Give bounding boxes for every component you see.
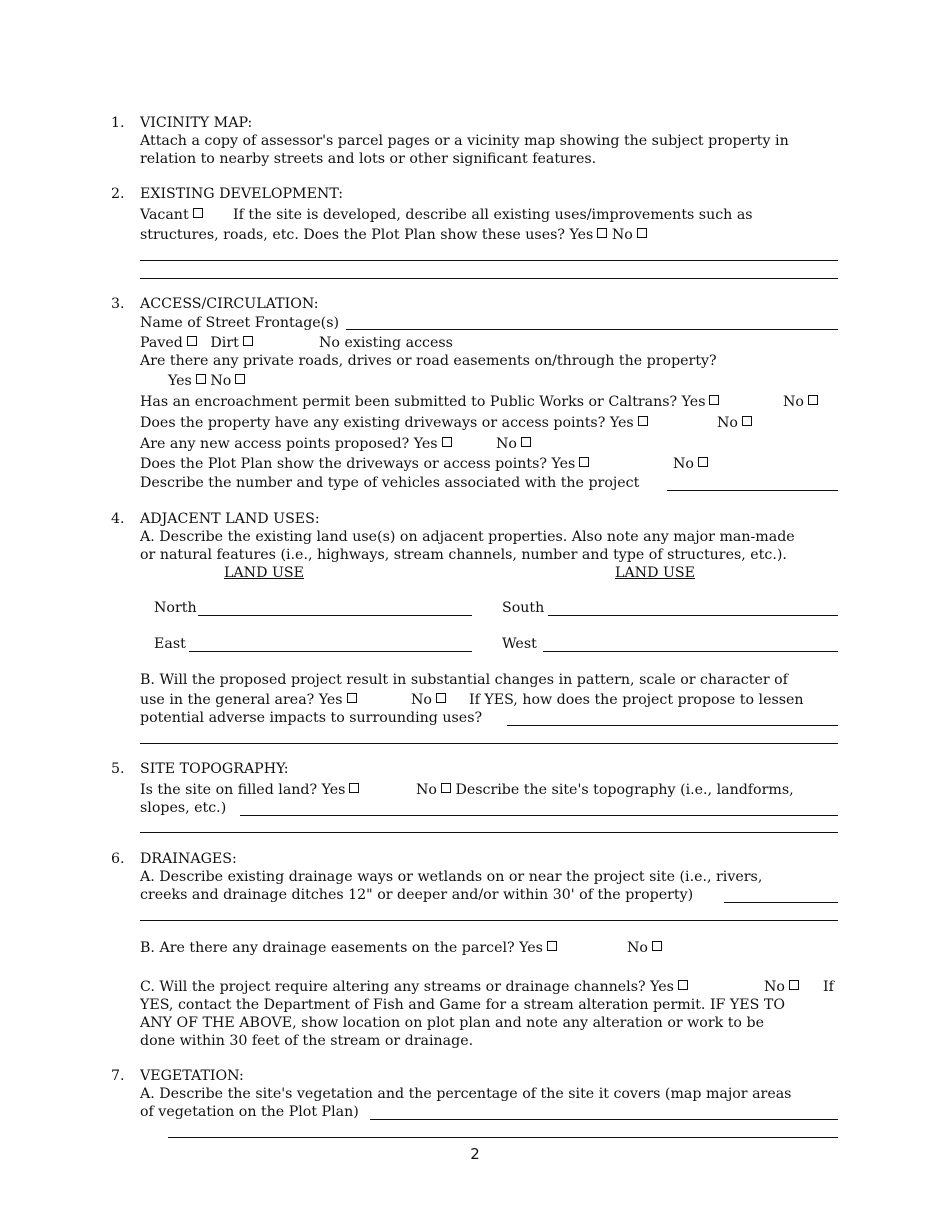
topography-answer-line-2[interactable] — [140, 832, 838, 833]
uses-yes-checkbox[interactable] — [597, 228, 607, 238]
pattern-change-row — [140, 691, 357, 709]
easements-row — [140, 939, 557, 957]
pattern-change-yes-checkbox[interactable] — [347, 693, 357, 703]
question-text: If the site is developed, describe all existing uses/improvements such as — [233, 207, 753, 223]
drainage-answer-line-2[interactable] — [140, 920, 838, 921]
streams-yes-checkbox[interactable] — [678, 980, 688, 990]
east-land-use-input[interactable] — [189, 651, 472, 652]
driveways-no — [717, 414, 752, 432]
driveways-row — [140, 414, 648, 432]
north-label: North — [154, 600, 197, 616]
filled-land-no-checkbox[interactable] — [441, 783, 451, 793]
existing-uses-answer-line-2[interactable] — [140, 278, 838, 279]
filled-land-no — [416, 781, 794, 799]
new-access-yes-checkbox[interactable] — [442, 437, 452, 447]
encroachment-row — [140, 393, 719, 411]
instruction-text: Attach a copy of assessor's parcel pages or a vicinity map showing the subject property in — [140, 133, 789, 149]
instruction-text: YES, contact the Department of Fish and Game for a stream alteration permit. IF YES TO — [140, 997, 785, 1013]
plot-plan-uses-row — [140, 226, 647, 244]
plot-driveways-no-checkbox[interactable] — [698, 457, 708, 467]
land-use-heading-right: LAND USE — [615, 565, 695, 581]
encroachment-no — [783, 393, 818, 411]
section-title-vegetation: VEGETATION: — [140, 1068, 244, 1084]
pattern-change-no-checkbox[interactable] — [436, 693, 446, 703]
page-number: 2 — [470, 1145, 480, 1163]
instruction-text: ANY OF THE ABOVE, show location on plot plan and note any alteration or work to be — [140, 1015, 764, 1031]
new-access-no — [496, 435, 531, 453]
section-number: 4. — [111, 511, 125, 527]
east-label: East — [154, 636, 186, 652]
new-access-row — [140, 435, 452, 453]
west-label: West — [502, 636, 537, 652]
streams-no-checkbox[interactable] — [789, 980, 799, 990]
no-label: No — [416, 782, 437, 798]
filled-land-yes-checkbox[interactable] — [349, 783, 359, 793]
easements-no — [627, 939, 662, 957]
existing-uses-answer-line-1[interactable] — [140, 260, 838, 261]
instruction-text: A. Describe the existing land use(s) on adjacent properties. Also note any major man-made — [140, 529, 795, 545]
south-land-use-input[interactable] — [548, 615, 838, 616]
question-text: potential adverse impacts to surrounding uses? — [140, 710, 483, 726]
vegetation-answer-line-1[interactable] — [370, 1119, 838, 1120]
section-number: 5. — [111, 761, 125, 777]
question-text: creeks and drainage ditches 12" or deeper and/or within 30' of the property) — [140, 887, 694, 903]
instruction-text: done within 30 feet of the stream or drainage. — [140, 1033, 474, 1049]
question-text: structures, roads, etc. Does the Plot Plan show these uses? Yes — [140, 227, 594, 243]
section-title-drainages: DRAINAGES: — [140, 851, 237, 867]
section-title-adjacent-land-uses: ADJACENT LAND USES: — [140, 511, 320, 527]
question-text: Has an encroachment permit been submitted to Public Works or Caltrans? Yes — [140, 394, 706, 410]
question-text: Is the site on filled land? Yes — [140, 782, 346, 798]
vehicles-input[interactable] — [667, 490, 838, 491]
new-access-no-checkbox[interactable] — [521, 437, 531, 447]
section-number: 7. — [111, 1068, 125, 1084]
pattern-change-no — [411, 691, 446, 709]
no-label: No — [611, 227, 633, 243]
section-number: 1. — [111, 115, 125, 131]
yes-label: Yes — [168, 373, 192, 389]
question-text: A. Describe existing drainage ways or wetlands on or near the project site (i.e., rivers, — [140, 869, 763, 885]
north-land-use-input[interactable] — [198, 615, 472, 616]
question-text: of vegetation on the Plot Plan) — [140, 1104, 359, 1120]
instruction-text: relation to nearby streets and lots or other significant features. — [140, 151, 597, 167]
drainage-answer-line-1[interactable] — [724, 902, 838, 903]
private-roads-answer-row — [168, 372, 245, 390]
no-label: No — [717, 415, 738, 431]
west-land-use-input[interactable] — [543, 651, 838, 652]
easements-yes-checkbox[interactable] — [547, 941, 557, 951]
plot-driveways-no — [673, 455, 708, 473]
section-number: 6. — [111, 851, 125, 867]
plot-driveways-yes-checkbox[interactable] — [579, 457, 589, 467]
question-text: Describe the site's topography (i.e., landforms, — [455, 782, 794, 798]
instruction-text: or natural features (i.e., highways, stream channels, number and type of structures, etc.). — [140, 547, 787, 563]
question-text: Does the Plot Plan show the driveways or access points? Yes — [140, 456, 576, 472]
topography-answer-line-1[interactable] — [240, 815, 838, 816]
plot-plan-driveways-row — [140, 455, 589, 473]
no-label: No — [496, 436, 517, 452]
filled-land-row — [140, 781, 359, 799]
private-roads-yes-checkbox[interactable] — [196, 374, 206, 384]
question-text: Are there any private roads, drives or road easements on/through the property? — [140, 353, 717, 369]
vehicles-label: Describe the number and type of vehicles associated with the project — [140, 475, 640, 491]
mitigation-answer-line-2[interactable] — [140, 743, 838, 744]
south-label: South — [502, 600, 545, 616]
street-frontage-input[interactable] — [346, 329, 838, 330]
vegetation-answer-line-2[interactable] — [168, 1137, 838, 1138]
question-text: Are any new access points proposed? Yes — [140, 436, 438, 452]
vacant-label: Vacant — [140, 207, 189, 223]
question-text: slopes, etc.) — [140, 800, 227, 816]
streams-no — [764, 978, 799, 996]
no-label: No — [673, 456, 694, 472]
encroachment-yes-checkbox[interactable] — [709, 395, 719, 405]
no-label: No — [783, 394, 804, 410]
question-text: Does the property have any existing driveways or access points? Yes — [140, 415, 634, 431]
section-number: 2. — [111, 186, 125, 202]
if-text: If — [823, 979, 834, 995]
vacant-row — [140, 206, 203, 224]
question-text: If YES, how does the project propose to lessen — [469, 692, 804, 708]
vacant-checkbox[interactable] — [193, 208, 203, 218]
section-title-site-topography: SITE TOPOGRAPHY: — [140, 761, 289, 777]
section-title-access-circulation: ACCESS/CIRCULATION: — [140, 296, 319, 312]
dirt-checkbox[interactable] — [243, 336, 253, 346]
easements-no-checkbox[interactable] — [652, 941, 662, 951]
mitigation-answer-line-1[interactable] — [507, 725, 838, 726]
private-roads-no-checkbox[interactable] — [235, 374, 245, 384]
land-use-heading-left: LAND USE — [224, 565, 304, 581]
street-frontage-label: Name of Street Frontage(s) — [140, 315, 340, 331]
driveways-yes-checkbox[interactable] — [638, 416, 648, 426]
section-number: 3. — [111, 296, 125, 312]
no-existing-access-label: No existing access — [319, 335, 453, 351]
section-title-vicinity-map: VICINITY MAP: — [140, 115, 253, 131]
no-label: No — [764, 979, 785, 995]
question-text: C. Will the project require altering any streams or drainage channels? Yes — [140, 979, 674, 995]
question-text: B. Will the proposed project result in substantial changes in pattern, scale or character of — [140, 672, 788, 688]
no-label: No — [627, 940, 648, 956]
paved-label: Paved — [140, 335, 183, 351]
dirt-label: Dirt — [210, 335, 239, 351]
question-text: B. Are there any drainage easements on the parcel? Yes — [140, 940, 543, 956]
question-text: A. Describe the site's vegetation and the percentage of the site it covers (map major areas — [140, 1086, 792, 1102]
driveways-no-checkbox[interactable] — [742, 416, 752, 426]
surface-row — [140, 334, 253, 352]
encroachment-no-checkbox[interactable] — [808, 395, 818, 405]
streams-row — [140, 978, 688, 996]
no-label: No — [411, 692, 432, 708]
uses-no-checkbox[interactable] — [637, 228, 647, 238]
no-label: No — [210, 373, 232, 389]
section-title-existing-development: EXISTING DEVELOPMENT: — [140, 186, 344, 202]
question-text: use in the general area? Yes — [140, 692, 343, 708]
paved-checkbox[interactable] — [187, 336, 197, 346]
